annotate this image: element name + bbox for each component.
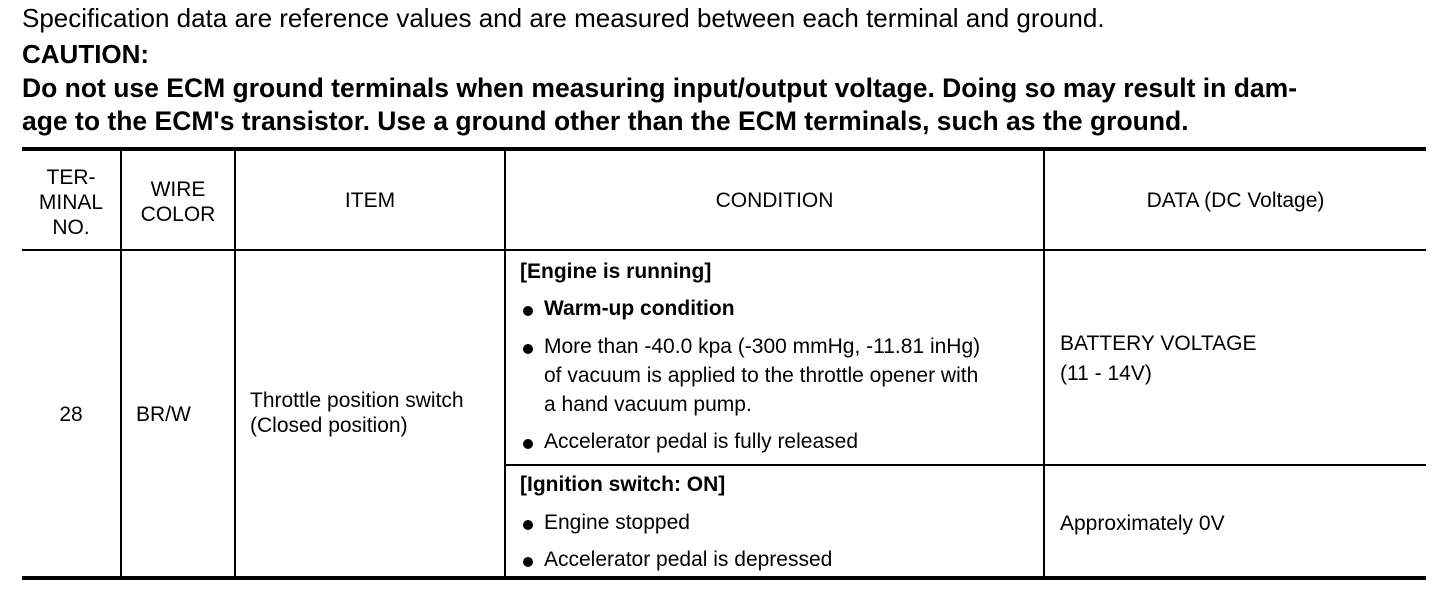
vacuum-line-3: a hand vacuum pump. bbox=[544, 393, 752, 416]
header-data: DATA (DC Voltage) bbox=[1146, 188, 1325, 212]
wire-color-value: BR/W bbox=[136, 403, 191, 426]
header-wire-color bbox=[122, 155, 234, 249]
header-wire-line-2: COLOR bbox=[140, 203, 216, 226]
header-terminal-line-3: NO. bbox=[52, 215, 90, 239]
data-battery-voltage bbox=[1060, 329, 1256, 389]
condition-bullet-vacuum bbox=[544, 332, 980, 419]
bullet-icon bbox=[523, 520, 533, 530]
condition-bullet-warm-up: Warm-up condition bbox=[544, 297, 735, 320]
row-divider bbox=[504, 464, 1426, 466]
header-terminal-line-2: MINAL bbox=[38, 190, 104, 214]
item-line-1: Throttle position switch bbox=[250, 389, 464, 412]
header-condition: CONDITION bbox=[715, 188, 834, 212]
header-wire-line-1: WIRE bbox=[150, 178, 206, 201]
header-item: ITEM bbox=[344, 188, 396, 212]
caution-line-2: age to the ECM's transistor. Use a ground other than the ECM terminals, such as the ground. bbox=[22, 106, 1189, 136]
caution-title: CAUTION: bbox=[22, 39, 150, 69]
data-line-1: BATTERY VOLTAGE bbox=[1060, 332, 1257, 355]
header-terminal-line-1: TER- bbox=[46, 165, 96, 189]
condition-bullet-engine-stopped: Engine stopped bbox=[544, 511, 690, 534]
header-terminal-no bbox=[22, 155, 120, 249]
intro-text: Specification data are reference values and are measured between each terminal and ground. bbox=[22, 3, 1105, 33]
data-line-2: (11 - 14V) bbox=[1060, 362, 1152, 385]
bullet-icon bbox=[523, 439, 533, 449]
item-line-2: (Closed position) bbox=[250, 414, 408, 437]
caution-line-1: Do not use ECM ground terminals when measuring input/output voltage. Doing so may result in dam- bbox=[22, 73, 1298, 103]
terminal-no-value: 28 bbox=[59, 403, 83, 426]
vacuum-line-2: of vacuum is applied to the throttle opener with bbox=[544, 364, 979, 387]
condition-heading-ignition-on: [Ignition switch: ON] bbox=[520, 473, 726, 496]
data-approx-0v: Approximately 0V bbox=[1060, 512, 1225, 535]
vacuum-line-1: More than -40.0 kpa (-300 mmHg, -11.81 inHg) bbox=[544, 335, 981, 358]
caution-text bbox=[22, 72, 1432, 138]
condition-heading-engine-running: [Engine is running] bbox=[520, 260, 712, 283]
bullet-icon bbox=[523, 557, 533, 567]
terminal-spec-table bbox=[22, 147, 1426, 580]
bullet-icon bbox=[523, 344, 533, 354]
item-value bbox=[250, 388, 464, 438]
header-divider bbox=[22, 249, 1426, 251]
condition-bullet-pedal-released: Accelerator pedal is fully released bbox=[544, 430, 858, 453]
condition-bullet-pedal-depressed: Accelerator pedal is depressed bbox=[544, 548, 833, 571]
bullet-icon bbox=[523, 306, 533, 316]
